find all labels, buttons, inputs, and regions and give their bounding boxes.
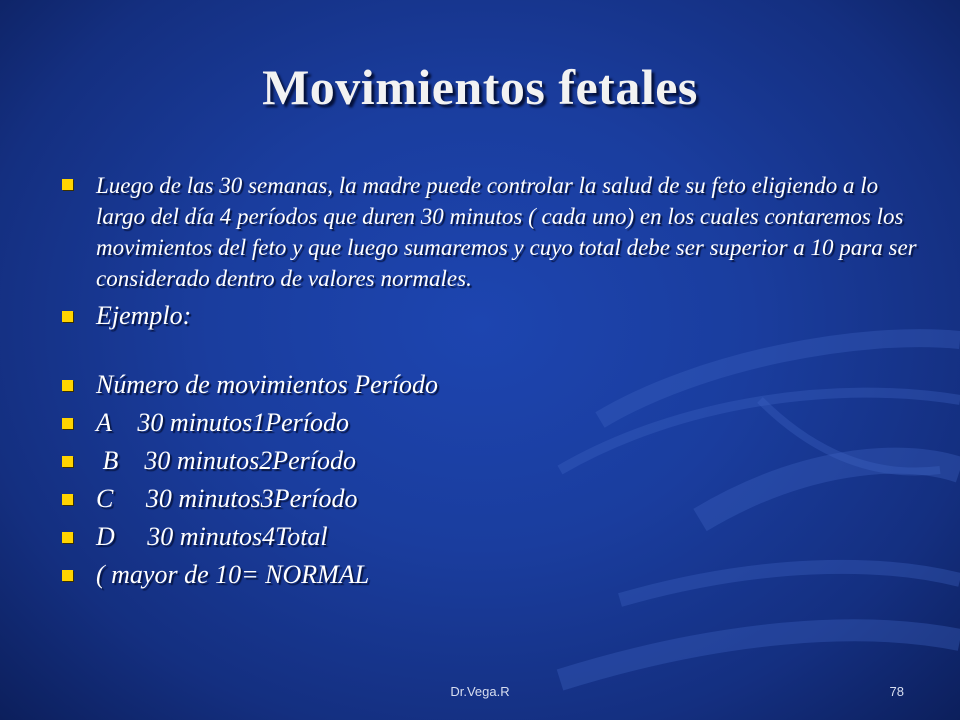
- list-item-text: Número de movimientos Período: [96, 370, 439, 399]
- square-bullet-icon: [62, 494, 73, 505]
- list-item-text: ( mayor de 10= NORMAL: [96, 560, 370, 589]
- square-bullet-icon: [62, 380, 73, 391]
- list-item-text: A 30 minutos1Período: [96, 408, 350, 437]
- list-item: [60, 445, 920, 476]
- slide-title: Movimientos fetales: [262, 59, 698, 115]
- list-item: [60, 521, 920, 552]
- list-item: [60, 300, 920, 331]
- slide-number: 78: [889, 684, 904, 699]
- list-item: [60, 369, 920, 400]
- bullet-list: [60, 170, 920, 590]
- square-bullet-icon: [62, 179, 73, 190]
- list-item-text: Ejemplo:: [96, 301, 192, 330]
- list-item: [60, 407, 920, 438]
- square-bullet-icon: [62, 311, 73, 322]
- square-bullet-icon: [62, 456, 73, 467]
- list-item-text: D 30 minutos4Total: [96, 522, 328, 551]
- list-item-text: B 30 minutos2Período: [96, 446, 356, 475]
- square-bullet-icon: [62, 532, 73, 543]
- list-item-text: Luego de las 30 semanas, la madre puede controlar la salud de su feto eligiendo a lo largo del día 4 períodos que duren 30 minutos ( cada uno) en los cuales contaremos los movimientos del feto y que luego sumaremos y cuyo total debe ser superior a 10 para ser considerado dentro de valores normales.: [96, 173, 917, 291]
- square-bullet-icon: [62, 418, 73, 429]
- list-item: [60, 483, 920, 514]
- square-bullet-icon: [62, 570, 73, 581]
- list-item-text: C 30 minutos3Período: [96, 484, 358, 513]
- list-item: [60, 559, 920, 590]
- footer-author: Dr.Vega.R: [450, 684, 510, 699]
- slide-content: [60, 170, 920, 597]
- list-item: [60, 170, 920, 294]
